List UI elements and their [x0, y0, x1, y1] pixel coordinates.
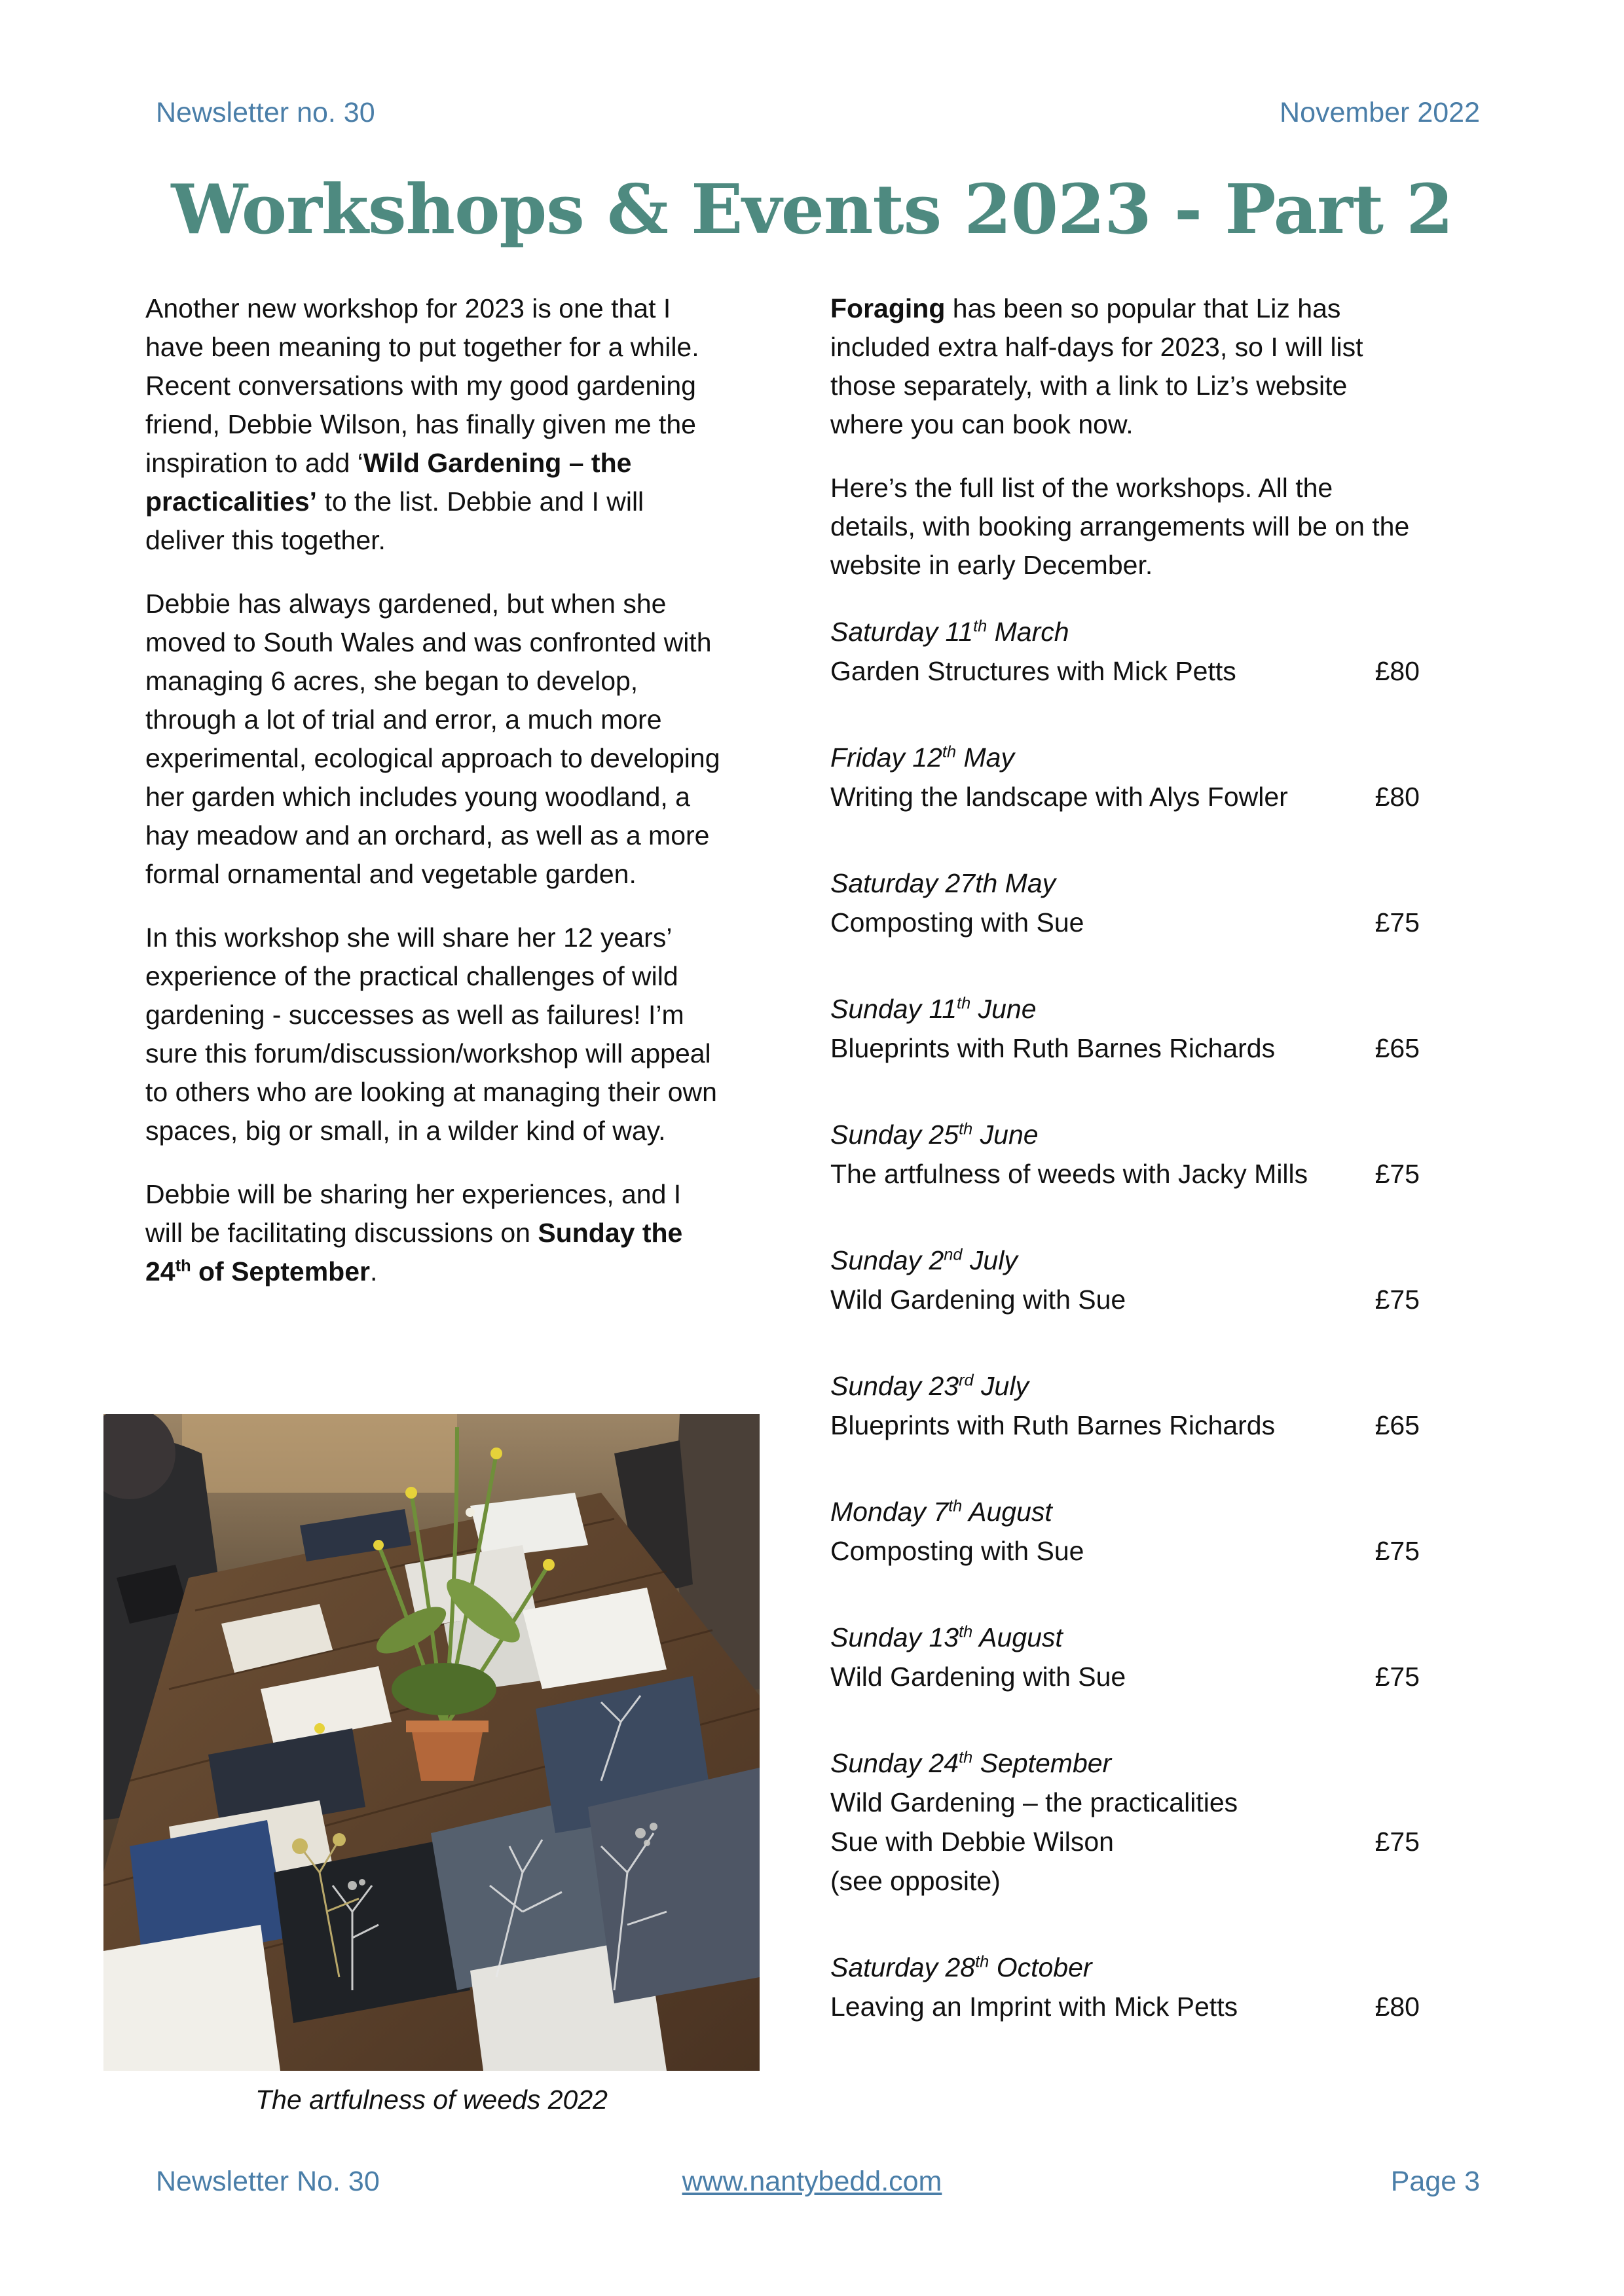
workshop-list-intro: Here’s the full list of the workshops. All the details, with booking arrangements will be on the website in early December.: [830, 473, 1410, 580]
page-title: Workshops & Events 2023 - Part 2: [171, 169, 1453, 249]
date-paragraph: Debbie will be sharing her experiences, and I will be facilitating discussions on Sunday the 24th of September.: [145, 1179, 683, 1286]
workshop-date: Sunday 13th August: [830, 1622, 1063, 1652]
workshop-title: Blueprints with Ruth Barnes Richards: [830, 1033, 1276, 1063]
workshop-date: Monday 7th August: [830, 1497, 1052, 1527]
workshop-item: [830, 1241, 1420, 1319]
workshop-detail-row: [830, 1861, 1420, 1901]
workshop-title: Composting with Sue: [830, 1536, 1084, 1566]
foraging-paragraph: Foraging has been so popular that Liz has included extra half-days for 2023, so I will list those separately, with a link to Liz’s website where you can book now.: [830, 293, 1363, 439]
workshop-date: Sunday 11th June: [830, 994, 1037, 1024]
workshop-price: £75: [1375, 907, 1420, 938]
workshop-title: The artfulness of weeds with Jacky Mills: [830, 1159, 1308, 1189]
foraging-bold: Foraging: [830, 293, 946, 323]
workshop-price: £75: [1375, 1536, 1420, 1566]
workshop-photo: [103, 1414, 760, 2071]
workshop-title: Writing the landscape with Alys Fowler: [830, 782, 1288, 812]
workshop-detail-row: [830, 1029, 1420, 1068]
footer-page-number: Page 3: [1390, 2166, 1480, 2197]
right-column: [830, 289, 1420, 610]
workshop-date: Sunday 2nd July: [830, 1245, 1018, 1275]
workshop-price: £80: [1375, 1992, 1420, 2022]
workshop-item: [830, 1948, 1420, 2026]
footer-website-link[interactable]: www.nantybedd.com: [682, 2166, 942, 2197]
newsletter-number-header: Newsletter no. 30: [156, 97, 375, 128]
workshop-title: Wild Gardening – the practicalities: [830, 1787, 1238, 1817]
workshop-detail-row: [830, 1822, 1420, 1861]
workshop-item: [830, 1492, 1420, 1571]
workshop-detail-row: [830, 1987, 1420, 2026]
workshop-item: [830, 864, 1420, 942]
workshop-price: £75: [1375, 1662, 1420, 1692]
workshop-price: £80: [1375, 782, 1420, 812]
workshop-list: [830, 612, 1420, 2073]
left-column: [145, 289, 722, 1316]
workshop-title: Blueprints with Ruth Barnes Richards: [830, 1410, 1276, 1440]
workshop-detail-row: [830, 651, 1420, 691]
workshop-price: £65: [1375, 1033, 1420, 1063]
workshop-title: Wild Gardening with Sue: [830, 1285, 1126, 1315]
workshop-date: Friday 12th May: [830, 742, 1014, 773]
workshop-detail-row: [830, 1280, 1420, 1319]
workshop-item: [830, 989, 1420, 1068]
debbie-paragraph: Debbie has always gardened, but when she moved to South Wales and was confronted with managing 6 acres, she began to develop, through a lot of trial and error, a much more experimental, ecological approach to developing her garden which includes young woodland, a hay meadow and an orchard, as well as a more formal ornamental and vegetable garden.: [145, 589, 720, 889]
workshop-price: £75: [1375, 1827, 1420, 1857]
intro-paragraph: Another new workshop for 2023 is one that I have been meaning to put together for a while. Recent conversations with my good gardening friend, Debbie Wilson, has finally given me the inspiration to add ‘Wild Gardening – the practicalities’ to the list. Debbie and I will deliver this together.: [145, 293, 699, 555]
workshop-detail-row: [830, 777, 1420, 816]
workshop-title: (see opposite): [830, 1866, 1001, 1896]
workshop-detail-row: [830, 1657, 1420, 1696]
workshop-date: Sunday 23rd July: [830, 1371, 1029, 1401]
workshop-price: £75: [1375, 1285, 1420, 1315]
workshop-detail-row: [830, 1783, 1420, 1822]
newsletter-date-header: November 2022: [1280, 97, 1480, 128]
workshop-item: [830, 1743, 1420, 1901]
workshop-detail-row: [830, 1406, 1420, 1445]
workshop-description-paragraph: In this workshop she will share her 12 years’ experience of the practical challenges of wild gardening - successes as well as failures! I’m sure this forum/discussion/workshop will appeal to others who are looking at managing their own spaces, big or small, in a wilder kind of way.: [145, 922, 717, 1146]
workshop-name-bold: Wild Gardening – the practicalities’: [145, 448, 632, 517]
workshop-date: Sunday 25th June: [830, 1120, 1039, 1150]
workshop-price: £65: [1375, 1410, 1420, 1440]
workshop-detail-row: [830, 1531, 1420, 1571]
workshop-item: [830, 738, 1420, 816]
workshop-date-bold: Sunday the 24th of September: [145, 1218, 683, 1286]
workshop-title: Composting with Sue: [830, 907, 1084, 938]
workshop-title: Wild Gardening with Sue: [830, 1662, 1126, 1692]
workshop-item: [830, 1115, 1420, 1194]
workshop-item: [830, 612, 1420, 691]
workshop-item: [830, 1618, 1420, 1696]
workshop-item: [830, 1366, 1420, 1445]
workshop-date: Sunday 24th September: [830, 1748, 1112, 1778]
workshop-date: Saturday 11th March: [830, 617, 1069, 647]
photo-caption: The artfulness of weeds 2022: [255, 2085, 608, 2115]
workshop-date: Saturday 28th October: [830, 1952, 1092, 1982]
workshop-detail-row: [830, 1154, 1420, 1194]
workshop-price: £80: [1375, 656, 1420, 686]
workshop-detail-row: [830, 903, 1420, 942]
workshop-price: £75: [1375, 1159, 1420, 1189]
workshop-title: Garden Structures with Mick Petts: [830, 656, 1236, 686]
workshop-title: Leaving an Imprint with Mick Petts: [830, 1992, 1238, 2022]
footer-newsletter-number: Newsletter No. 30: [156, 2166, 380, 2197]
workshop-date: Saturday 27th May: [830, 868, 1056, 898]
workshop-title: Sue with Debbie Wilson: [830, 1827, 1114, 1857]
